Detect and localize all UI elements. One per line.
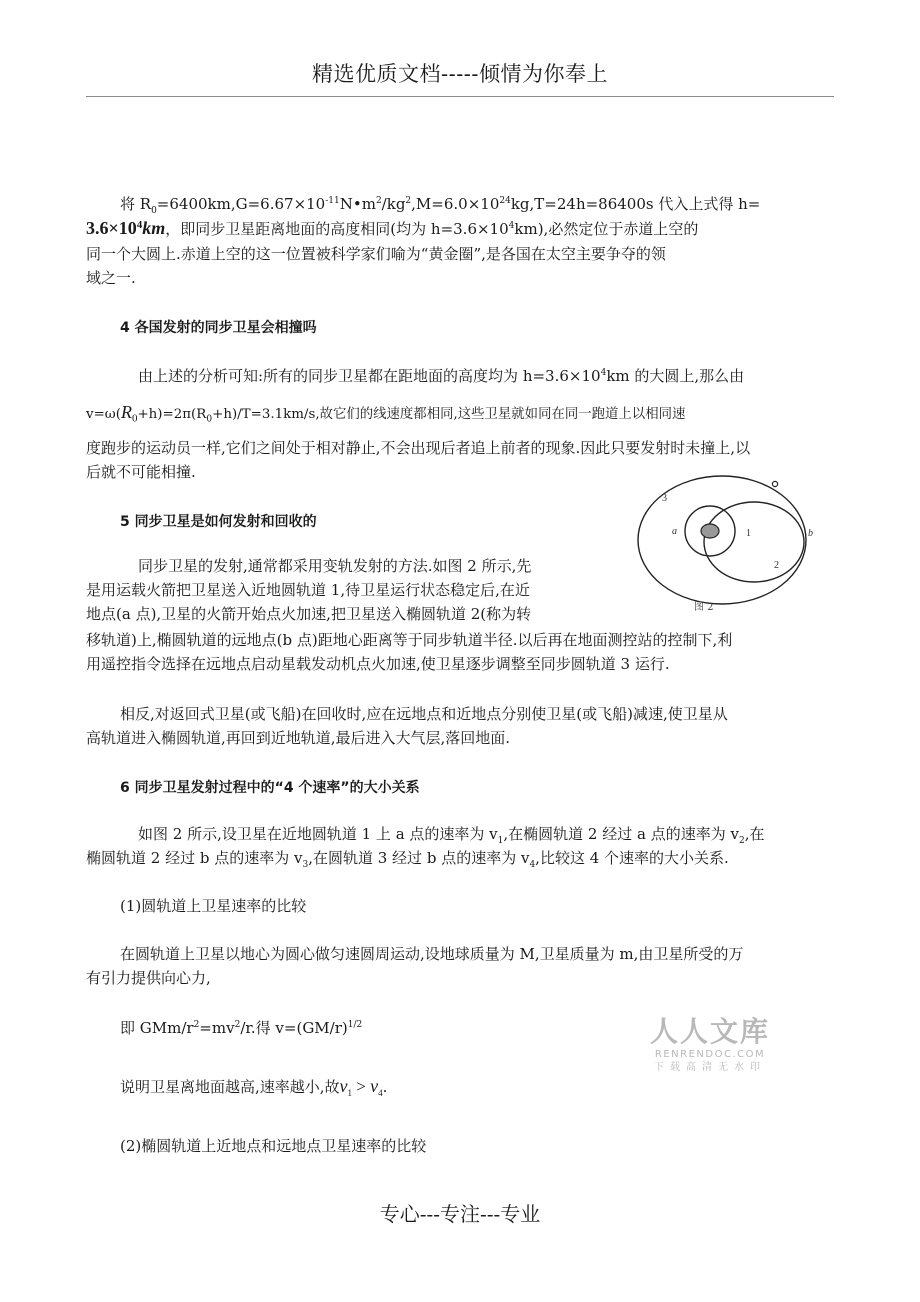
p1-line2: $3.6\times 10^4km$，即同步卫星距离地面的高度相同(均为 $h=3.6\times 10^4km$),必然定位于赤道上空的	[86, 218, 699, 238]
s4-line3: 度跑步的运动员一样,它们之间处于相对静止,不会出现后者追上前者的现象.因此只要发射时未撞上,以	[86, 439, 751, 457]
page-header: 精选优质文档-----倾情为你奉上	[312, 62, 608, 86]
orbit-2-ellipse	[704, 502, 804, 582]
label-b: b	[808, 528, 813, 539]
p1-line1: 将 $R_0=6400km,G=6.67\times 10^{-11}N•m^2/kg^2,M=6.0\times 10^{24}kg,T=24h=86400s$ 代入上式得 h=	[120, 195, 761, 216]
header-divider	[86, 96, 834, 97]
label-a: a	[672, 526, 677, 537]
label-2: 2	[774, 560, 779, 571]
s6-equation: 即 GMm/$r^2=mv^2/r$.得 $v=(GM/r)^{1/2}$	[120, 1019, 363, 1037]
earth-icon	[701, 524, 719, 538]
label-3: 3	[662, 493, 667, 504]
s6-subheading-2: (2)椭圆轨道上近地点和远地点卫星速率的比较	[120, 1137, 427, 1155]
p1-line4: 域之一.	[86, 269, 136, 287]
watermark-sub: 下载高清无水印	[654, 1062, 766, 1073]
s5-line5: 用遥控指令选择在远地点启动星载发动机点火加速,使卫星逐步调整至同步圆轨道 3 运行.	[86, 655, 670, 673]
watermark-main: 人人文库	[649, 1015, 770, 1048]
p1-line3: 同一个大圆上.赤道上空的这一位置被科学家们喻为“黄金圈”,是各国在太空主要争夺的领	[86, 245, 666, 263]
s4-line4: 后就不可能相撞.	[86, 463, 196, 481]
section4-heading: 4 各国发射的同步卫星会相撞吗	[120, 320, 317, 336]
s6-subheading-1: (1)圆轨道上卫星速率的比较	[120, 897, 307, 915]
section6-heading: 6 同步卫星发射过程中的“4 个速率”的大小关系	[120, 780, 420, 796]
s6-line1: 如图 2 所示,设卫星在近地圆轨道 1 上 a 点的速率为 $v_1$,在椭圆轨道 2 经过 a 点的速率为 $v_2$,在	[138, 825, 765, 846]
label-1: 1	[746, 528, 751, 539]
figure-caption: 图 2	[694, 602, 714, 613]
orbit-diagram-figure	[636, 470, 836, 620]
satellite-icon	[772, 481, 777, 486]
s5-line4: 移轨道)上,椭圆轨道的远地点(b 点)距地心距离等于同步轨道半径.以后再在地面测控站的控制下,利	[86, 631, 733, 649]
s5-line2: 是用运载火箭把卫星送入近地圆轨道 1,待卫星运行状态稳定后,在近	[86, 581, 530, 599]
s6-para1-line1: 在圆轨道上卫星以地心为圆心做匀速圆周运动,设地球质量为 M,卫星质量为 m,由卫星所受的万	[120, 945, 744, 963]
s4-line1: 由上述的分析可知:所有的同步卫星都在距地面的高度均为 $h=3.6\times 10^4km$ 的大圆上,那么由	[138, 367, 745, 385]
s6-para1-line2: 有引力提供向心力,	[86, 969, 211, 987]
s5-line1: 同步卫星的发射,通常都采用变轨发射的方法.如图 2 所示,先	[138, 557, 532, 575]
s5-line3: 地点(a 点),卫星的火箭开始点火加速,把卫星送入椭圆轨道 2(称为转	[86, 605, 532, 623]
renrendoc-watermark	[646, 1016, 774, 1075]
watermark-site: RENRENDOC.COM	[654, 1049, 766, 1060]
s6-conclusion: 说明卫星离地面越高,速率越小,故$v_1 > v_4$.	[120, 1076, 388, 1098]
page-footer: 专心---专注---专业	[379, 1202, 541, 1226]
s4-line2: $v=\omega(R_0+h)=2\pi(R_0+h)/T=3.1km/s$,故它们的线速度都相同,这些卫星就如同在同一跑道上以相同速	[86, 402, 686, 425]
section5-heading: 5 同步卫星是如何发射和回收的	[120, 514, 317, 530]
s5-line6: 相反,对返回式卫星(或飞船)在回收时,应在远地点和近地点分别使卫星(或飞船)减速,使卫星从	[120, 705, 728, 723]
s5-line7: 高轨道进入椭圆轨道,再回到近地轨道,最后进入大气层,落回地面.	[86, 729, 511, 747]
s6-line2: 椭圆轨道 2 经过 b 点的速率为 $v_3$,在圆轨道 3 经过 b 点的速率为 $v_4$,比较这 4 个速率的大小关系.	[86, 849, 729, 870]
